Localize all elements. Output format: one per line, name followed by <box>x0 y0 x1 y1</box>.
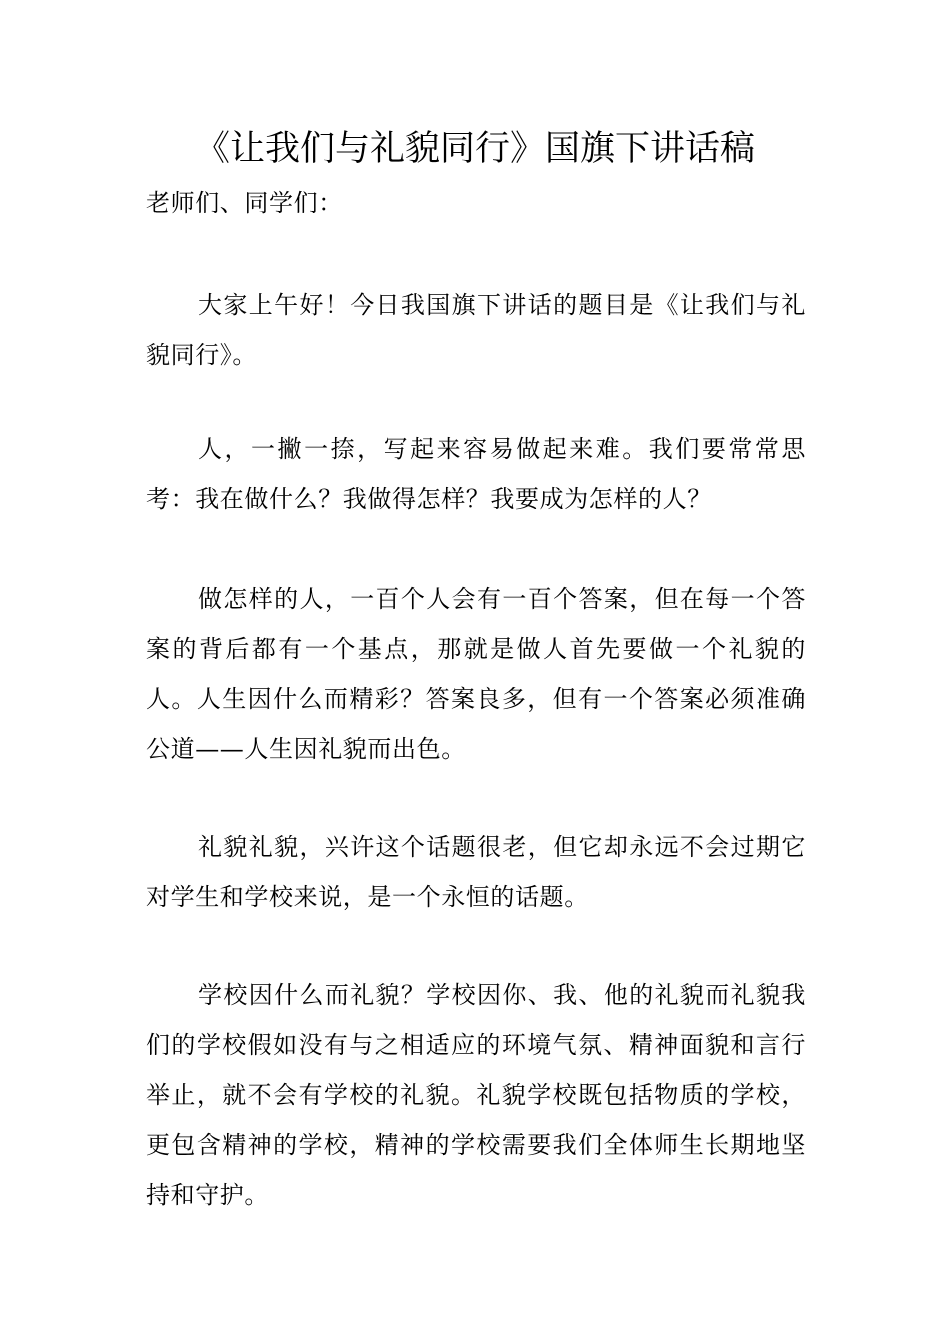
paragraph-5: 学校因什么而礼貌？学校因你、我、他的礼貌而礼貌我们的学校假如没有与之相适应的环境气氛、精神面貌和言行举止，就不会有学校的礼貌。礼貌学校既包括物质的学校，更包含精神的学校，精神的学校需要我们全体师生长期地坚持和守护。 <box>146 981 806 1209</box>
paragraph-3: 做怎样的人，一百个人会有一百个答案，但在每一个答案的背后都有一个基点，那就是做人首先要做一个礼貌的人。人生因什么而精彩？答案良多，但有一个答案必须准确公道——人生因礼貌而出色。 <box>146 585 806 763</box>
paragraph-2: 人，一撇一捺，写起来容易做起来难。我们要常常思考：我在做什么？我做得怎样？我要成为怎样的人？ <box>146 435 806 513</box>
document-title: 《让我们与礼貌同行》国旗下讲话稿 <box>194 129 755 169</box>
paragraph-1: 大家上午好！今日我国旗下讲话的题目是《让我们与礼貌同行》。 <box>146 291 806 369</box>
salutation: 老师们、同学们： <box>146 189 343 217</box>
paragraph-4: 礼貌礼貌，兴许这个话题很老，但它却永远不会过期它对学生和学校来说，是一个永恒的话题。 <box>146 833 806 911</box>
